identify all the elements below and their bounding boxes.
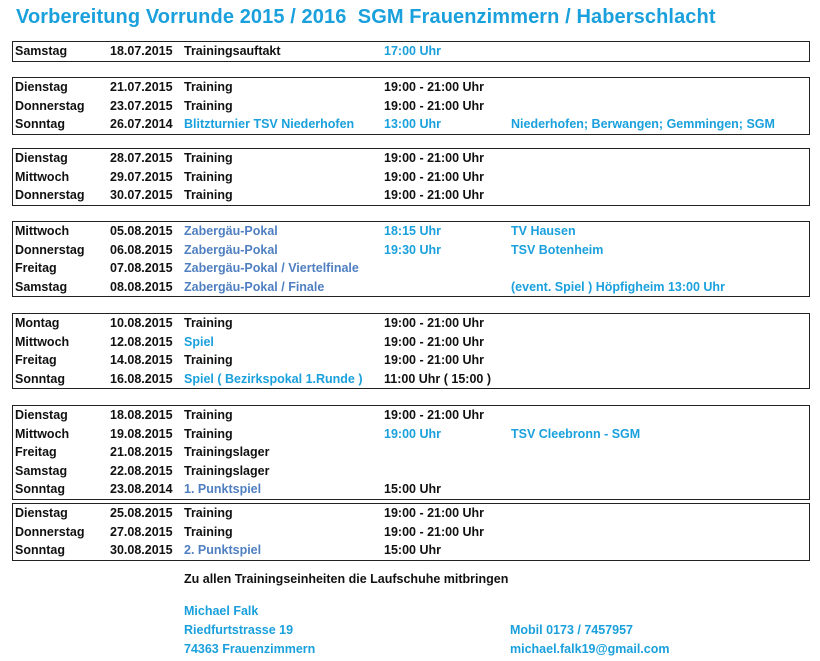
time-cell: 19:00 - 21:00 Uhr — [384, 316, 485, 330]
date-cell: 27.08.2015 — [110, 524, 173, 539]
time-cell: 11:00 Uhr ( 15:00 ) — [384, 371, 491, 386]
schedule-row — [13, 480, 809, 499]
date-cell: 18.07.2015 — [110, 44, 173, 58]
time-cell: 19:00 - 21:00 Uhr — [384, 80, 485, 94]
schedule-block — [12, 41, 810, 62]
day-cell: Freitag — [15, 261, 57, 275]
day-cell: Freitag — [15, 353, 57, 367]
schedule-block — [12, 221, 810, 297]
day-cell: Freitag — [15, 445, 57, 459]
date-cell: 29.07.2015 — [110, 169, 173, 184]
schedule-row — [13, 78, 809, 97]
time-cell: 15:00 Uhr — [384, 543, 441, 557]
schedule-row — [13, 278, 809, 297]
event-cell: Zabergäu-Pokal — [184, 242, 278, 257]
date-cell: 25.08.2015 — [110, 506, 173, 520]
contact-email: michael.falk19@gmail.com — [510, 642, 670, 656]
event-cell: Training — [184, 169, 233, 184]
day-cell: Dienstag — [15, 80, 68, 94]
event-cell: Trainingslager — [184, 463, 270, 478]
date-cell: 26.07.2014 — [110, 117, 173, 131]
day-cell: Sonntag — [15, 117, 65, 131]
day-cell: Sonntag — [15, 371, 65, 386]
note-cell: TSV Cleebronn - SGM — [511, 426, 641, 441]
note-cell: TV Hausen — [511, 224, 576, 238]
schedule-row — [13, 333, 809, 352]
time-cell: 19:00 - 21:00 Uhr — [384, 151, 485, 165]
day-cell: Mittwoch — [15, 426, 70, 441]
schedule-row — [13, 351, 809, 370]
day-cell: Dienstag — [15, 151, 68, 165]
schedule-row — [13, 241, 809, 260]
date-cell: 16.08.2015 — [110, 371, 173, 386]
date-cell: 22.08.2015 — [110, 463, 173, 478]
day-cell: Samstag — [15, 463, 68, 478]
time-cell: 19:00 - 21:00 Uhr — [384, 98, 485, 113]
schedule-row — [13, 259, 809, 278]
schedule-row — [13, 42, 809, 61]
time-cell: 19:30 Uhr — [384, 242, 441, 257]
date-cell: 30.07.2015 — [110, 188, 173, 202]
day-cell: Donnerstag — [15, 242, 85, 257]
schedule-block — [12, 77, 810, 135]
schedule-row — [13, 541, 809, 560]
event-cell: Trainingslager — [184, 445, 270, 459]
event-cell: 2. Punktspiel — [184, 543, 262, 557]
day-cell: Donnerstag — [15, 98, 85, 113]
contact-city: 74363 Frauenzimmern — [184, 642, 316, 656]
schedule-row — [13, 115, 809, 134]
event-cell: Training — [184, 188, 233, 202]
contact-name: Michael Falk — [184, 604, 259, 618]
schedule-block — [12, 405, 810, 500]
day-cell: Dienstag — [15, 506, 68, 520]
day-cell: Sonntag — [15, 543, 65, 557]
date-cell: 30.08.2015 — [110, 543, 173, 557]
event-cell: Training — [184, 151, 233, 165]
event-cell: Training — [184, 426, 233, 441]
schedule-row — [13, 504, 809, 523]
date-cell: 05.08.2015 — [110, 224, 173, 238]
schedule-row — [13, 222, 809, 241]
note-cell: TSV Botenheim — [511, 242, 604, 257]
date-cell: 12.08.2015 — [110, 334, 173, 349]
time-cell: 19:00 - 21:00 Uhr — [384, 169, 485, 184]
day-cell: Montag — [15, 316, 60, 330]
schedule-row — [13, 370, 809, 389]
date-cell: 14.08.2015 — [110, 353, 173, 367]
time-cell: 15:00 Uhr — [384, 482, 441, 496]
schedule-row — [13, 406, 809, 425]
schedule-row — [13, 523, 809, 542]
day-cell: Mittwoch — [15, 334, 70, 349]
event-cell: Trainingsauftakt — [184, 44, 281, 58]
time-cell: 13:00 Uhr — [384, 117, 441, 131]
schedule-block — [12, 503, 810, 561]
schedule-row — [13, 186, 809, 205]
contact-mobile: Mobil 0173 / 7457957 — [510, 623, 633, 637]
time-cell: 19:00 - 21:00 Uhr — [384, 188, 485, 202]
schedule-block — [12, 313, 810, 389]
day-cell: Sonntag — [15, 482, 65, 496]
schedule-row — [13, 149, 809, 168]
event-cell: Zabergäu-Pokal — [184, 224, 278, 238]
event-cell: Training — [184, 98, 233, 113]
schedule-row — [13, 462, 809, 481]
event-cell: Training — [184, 80, 233, 94]
date-cell: 08.08.2015 — [110, 279, 173, 294]
date-cell: 19.08.2015 — [110, 426, 173, 441]
day-cell: Mittwoch — [15, 169, 70, 184]
time-cell: 19:00 - 21:00 Uhr — [384, 408, 485, 422]
note-cell: (event. Spiel ) Höpfigheim 13:00 Uhr — [511, 279, 725, 294]
event-cell: Training — [184, 353, 233, 367]
date-cell: 07.08.2015 — [110, 261, 173, 275]
time-cell: 18:15 Uhr — [384, 224, 441, 238]
note-cell: Niederhofen; Berwangen; Gemmingen; SGM — [511, 117, 775, 131]
event-cell: Training — [184, 316, 233, 330]
day-cell: Dienstag — [15, 408, 68, 422]
day-cell: Donnerstag — [15, 188, 85, 202]
event-cell: Spiel ( Bezirkspokal 1.Runde ) — [184, 371, 363, 386]
page-title: Vorbereitung Vorrunde 2015 / 2016 SGM Frauenzimmern / Haberschlacht — [16, 6, 716, 28]
contact-street: Riedfurtstrasse 19 — [184, 623, 294, 637]
date-cell: 28.07.2015 — [110, 151, 173, 165]
day-cell: Samstag — [15, 279, 68, 294]
time-cell: 17:00 Uhr — [384, 44, 441, 58]
date-cell: 23.07.2015 — [110, 98, 173, 113]
event-cell: Training — [184, 524, 233, 539]
time-cell: 19:00 Uhr — [384, 426, 441, 441]
event-cell: Zabergäu-Pokal / Viertelfinale — [184, 261, 359, 275]
time-cell: 19:00 - 21:00 Uhr — [384, 524, 485, 539]
reminder-text: Zu allen Trainingseinheiten die Laufschuhe mitbringen — [184, 572, 509, 586]
time-cell: 19:00 - 21:00 Uhr — [384, 506, 485, 520]
date-cell: 23.08.2014 — [110, 482, 173, 496]
schedule-row — [13, 425, 809, 444]
time-cell: 19:00 - 21:00 Uhr — [384, 334, 485, 349]
schedule-row — [13, 443, 809, 462]
day-cell: Donnerstag — [15, 524, 85, 539]
schedule-row — [13, 168, 809, 187]
date-cell: 06.08.2015 — [110, 242, 173, 257]
schedule-block — [12, 148, 810, 206]
day-cell: Samstag — [15, 44, 68, 58]
event-cell: Spiel — [184, 334, 214, 349]
date-cell: 21.07.2015 — [110, 80, 173, 94]
date-cell: 18.08.2015 — [110, 408, 173, 422]
schedule-row — [13, 314, 809, 333]
day-cell: Mittwoch — [15, 224, 70, 238]
event-cell: Zabergäu-Pokal / Finale — [184, 279, 325, 294]
time-cell: 19:00 - 21:00 Uhr — [384, 353, 485, 367]
event-cell: Training — [184, 506, 233, 520]
date-cell: 10.08.2015 — [110, 316, 173, 330]
schedule-row — [13, 97, 809, 116]
date-cell: 21.08.2015 — [110, 445, 173, 459]
event-cell: Blitzturnier TSV Niederhofen — [184, 117, 355, 131]
event-cell: Training — [184, 408, 233, 422]
event-cell: 1. Punktspiel — [184, 482, 262, 496]
